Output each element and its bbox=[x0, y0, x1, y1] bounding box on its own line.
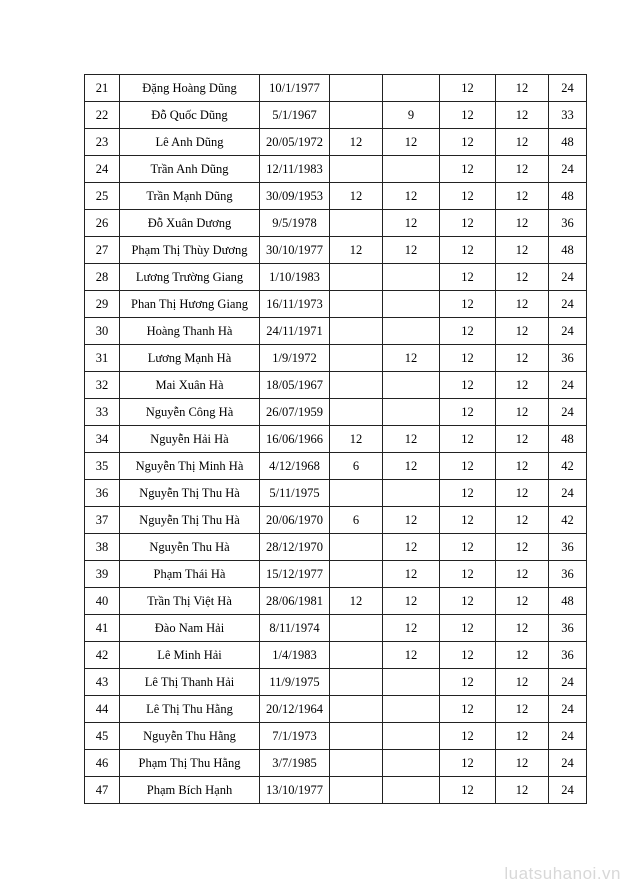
table-row bbox=[85, 750, 587, 777]
cell-total: 24 bbox=[549, 777, 587, 804]
cell-name: Lương Trường Giang bbox=[120, 264, 260, 291]
cell-birthdate: 5/1/1967 bbox=[260, 102, 330, 129]
cell-name: Đỗ Xuân Dương bbox=[120, 210, 260, 237]
cell-total: 24 bbox=[549, 399, 587, 426]
cell-index: 47 bbox=[85, 777, 120, 804]
cell-score-4: 12 bbox=[496, 615, 549, 642]
table-row bbox=[85, 696, 587, 723]
cell-total: 36 bbox=[549, 210, 587, 237]
cell-score-1: 12 bbox=[330, 183, 383, 210]
cell-birthdate: 18/05/1967 bbox=[260, 372, 330, 399]
cell-score-1 bbox=[330, 372, 383, 399]
cell-name: Lê Minh Hải bbox=[120, 642, 260, 669]
cell-score-4: 12 bbox=[496, 399, 549, 426]
cell-total: 24 bbox=[549, 75, 587, 102]
cell-score-2: 12 bbox=[383, 561, 440, 588]
cell-score-3: 12 bbox=[440, 588, 496, 615]
cell-birthdate: 30/09/1953 bbox=[260, 183, 330, 210]
cell-score-2 bbox=[383, 156, 440, 183]
cell-score-2 bbox=[383, 372, 440, 399]
cell-index: 32 bbox=[85, 372, 120, 399]
table-row bbox=[85, 183, 587, 210]
cell-index: 42 bbox=[85, 642, 120, 669]
cell-birthdate: 20/06/1970 bbox=[260, 507, 330, 534]
cell-score-4: 12 bbox=[496, 372, 549, 399]
cell-score-2: 12 bbox=[383, 210, 440, 237]
table-row bbox=[85, 723, 587, 750]
cell-score-3: 12 bbox=[440, 210, 496, 237]
cell-score-4: 12 bbox=[496, 291, 549, 318]
cell-score-3: 12 bbox=[440, 75, 496, 102]
cell-score-2 bbox=[383, 399, 440, 426]
cell-birthdate: 1/9/1972 bbox=[260, 345, 330, 372]
cell-index: 26 bbox=[85, 210, 120, 237]
cell-birthdate: 13/10/1977 bbox=[260, 777, 330, 804]
cell-score-3: 12 bbox=[440, 534, 496, 561]
cell-score-3: 12 bbox=[440, 507, 496, 534]
cell-birthdate: 20/05/1972 bbox=[260, 129, 330, 156]
cell-score-4: 12 bbox=[496, 237, 549, 264]
cell-score-3: 12 bbox=[440, 318, 496, 345]
cell-birthdate: 30/10/1977 bbox=[260, 237, 330, 264]
cell-name: Đặng Hoàng Dũng bbox=[120, 75, 260, 102]
table-row bbox=[85, 777, 587, 804]
cell-score-2 bbox=[383, 75, 440, 102]
cell-score-4: 12 bbox=[496, 723, 549, 750]
table-row bbox=[85, 669, 587, 696]
cell-index: 44 bbox=[85, 696, 120, 723]
cell-score-1 bbox=[330, 561, 383, 588]
cell-birthdate: 15/12/1977 bbox=[260, 561, 330, 588]
cell-score-3: 12 bbox=[440, 723, 496, 750]
cell-score-1: 6 bbox=[330, 507, 383, 534]
watermark: luatsuhanoi.vn bbox=[504, 864, 621, 883]
table-body bbox=[85, 75, 587, 804]
cell-score-4: 12 bbox=[496, 507, 549, 534]
cell-index: 38 bbox=[85, 534, 120, 561]
cell-total: 42 bbox=[549, 453, 587, 480]
cell-birthdate: 16/11/1973 bbox=[260, 291, 330, 318]
table-row bbox=[85, 210, 587, 237]
cell-score-2: 12 bbox=[383, 426, 440, 453]
cell-birthdate: 3/7/1985 bbox=[260, 750, 330, 777]
cell-score-3: 12 bbox=[440, 696, 496, 723]
cell-index: 28 bbox=[85, 264, 120, 291]
cell-total: 48 bbox=[549, 183, 587, 210]
cell-score-3: 12 bbox=[440, 453, 496, 480]
cell-score-1 bbox=[330, 399, 383, 426]
cell-index: 22 bbox=[85, 102, 120, 129]
cell-index: 31 bbox=[85, 345, 120, 372]
cell-index: 29 bbox=[85, 291, 120, 318]
cell-birthdate: 9/5/1978 bbox=[260, 210, 330, 237]
cell-name: Lương Mạnh Hà bbox=[120, 345, 260, 372]
cell-score-4: 12 bbox=[496, 264, 549, 291]
cell-total: 48 bbox=[549, 588, 587, 615]
cell-score-4: 12 bbox=[496, 480, 549, 507]
cell-score-4: 12 bbox=[496, 561, 549, 588]
table-row bbox=[85, 480, 587, 507]
cell-score-1: 12 bbox=[330, 426, 383, 453]
cell-score-2: 9 bbox=[383, 102, 440, 129]
cell-score-3: 12 bbox=[440, 399, 496, 426]
cell-index: 46 bbox=[85, 750, 120, 777]
cell-score-3: 12 bbox=[440, 237, 496, 264]
table-row bbox=[85, 372, 587, 399]
cell-name: Nguyễn Hải Hà bbox=[120, 426, 260, 453]
cell-total: 36 bbox=[549, 534, 587, 561]
cell-name: Nguyễn Thu Hằng bbox=[120, 723, 260, 750]
cell-score-1 bbox=[330, 750, 383, 777]
cell-score-3: 12 bbox=[440, 561, 496, 588]
cell-total: 24 bbox=[549, 696, 587, 723]
cell-score-3: 12 bbox=[440, 750, 496, 777]
cell-score-1: 12 bbox=[330, 237, 383, 264]
cell-score-2: 12 bbox=[383, 615, 440, 642]
cell-score-2 bbox=[383, 480, 440, 507]
cell-score-3: 12 bbox=[440, 345, 496, 372]
cell-score-2: 12 bbox=[383, 183, 440, 210]
cell-score-1: 12 bbox=[330, 129, 383, 156]
cell-score-2 bbox=[383, 669, 440, 696]
table-row bbox=[85, 75, 587, 102]
cell-birthdate: 11/9/1975 bbox=[260, 669, 330, 696]
cell-name: Trần Mạnh Dũng bbox=[120, 183, 260, 210]
cell-score-4: 12 bbox=[496, 696, 549, 723]
table-row bbox=[85, 561, 587, 588]
cell-score-1: 12 bbox=[330, 588, 383, 615]
cell-index: 34 bbox=[85, 426, 120, 453]
cell-total: 24 bbox=[549, 291, 587, 318]
cell-score-3: 12 bbox=[440, 615, 496, 642]
cell-score-4: 12 bbox=[496, 669, 549, 696]
cell-score-4: 12 bbox=[496, 453, 549, 480]
cell-score-3: 12 bbox=[440, 777, 496, 804]
cell-name: Mai Xuân Hà bbox=[120, 372, 260, 399]
cell-birthdate: 24/11/1971 bbox=[260, 318, 330, 345]
table-row bbox=[85, 237, 587, 264]
cell-score-1 bbox=[330, 291, 383, 318]
table-row bbox=[85, 345, 587, 372]
cell-score-2: 12 bbox=[383, 588, 440, 615]
cell-index: 24 bbox=[85, 156, 120, 183]
cell-birthdate: 7/1/1973 bbox=[260, 723, 330, 750]
cell-birthdate: 10/1/1977 bbox=[260, 75, 330, 102]
cell-name: Phạm Thị Thùy Dương bbox=[120, 237, 260, 264]
cell-name: Lê Thị Thanh Hải bbox=[120, 669, 260, 696]
cell-score-2: 12 bbox=[383, 129, 440, 156]
table-row bbox=[85, 426, 587, 453]
cell-score-2: 12 bbox=[383, 345, 440, 372]
cell-total: 24 bbox=[549, 156, 587, 183]
table-row bbox=[85, 129, 587, 156]
cell-score-4: 12 bbox=[496, 534, 549, 561]
cell-score-3: 12 bbox=[440, 264, 496, 291]
cell-index: 33 bbox=[85, 399, 120, 426]
cell-total: 24 bbox=[549, 723, 587, 750]
cell-birthdate: 26/07/1959 bbox=[260, 399, 330, 426]
score-table bbox=[84, 74, 587, 804]
cell-score-4: 12 bbox=[496, 588, 549, 615]
cell-score-1 bbox=[330, 345, 383, 372]
cell-birthdate: 1/4/1983 bbox=[260, 642, 330, 669]
cell-total: 24 bbox=[549, 318, 587, 345]
cell-name: Nguyễn Thị Thu Hà bbox=[120, 480, 260, 507]
cell-name: Nguyễn Thị Thu Hà bbox=[120, 507, 260, 534]
table-row bbox=[85, 534, 587, 561]
cell-index: 43 bbox=[85, 669, 120, 696]
table-row bbox=[85, 318, 587, 345]
cell-index: 30 bbox=[85, 318, 120, 345]
cell-name: Phạm Bích Hạnh bbox=[120, 777, 260, 804]
cell-score-2: 12 bbox=[383, 453, 440, 480]
cell-score-4: 12 bbox=[496, 750, 549, 777]
cell-index: 45 bbox=[85, 723, 120, 750]
cell-name: Phan Thị Hương Giang bbox=[120, 291, 260, 318]
table-row bbox=[85, 507, 587, 534]
cell-birthdate: 28/12/1970 bbox=[260, 534, 330, 561]
cell-score-2 bbox=[383, 723, 440, 750]
cell-score-3: 12 bbox=[440, 129, 496, 156]
cell-score-3: 12 bbox=[440, 480, 496, 507]
table-row bbox=[85, 264, 587, 291]
cell-total: 48 bbox=[549, 237, 587, 264]
cell-total: 36 bbox=[549, 642, 587, 669]
table-row bbox=[85, 102, 587, 129]
cell-score-2: 12 bbox=[383, 507, 440, 534]
cell-score-2: 12 bbox=[383, 642, 440, 669]
table-row bbox=[85, 291, 587, 318]
cell-index: 35 bbox=[85, 453, 120, 480]
cell-score-1 bbox=[330, 318, 383, 345]
cell-birthdate: 28/06/1981 bbox=[260, 588, 330, 615]
cell-index: 25 bbox=[85, 183, 120, 210]
cell-index: 27 bbox=[85, 237, 120, 264]
cell-index: 39 bbox=[85, 561, 120, 588]
cell-score-4: 12 bbox=[496, 777, 549, 804]
cell-index: 36 bbox=[85, 480, 120, 507]
cell-score-2 bbox=[383, 777, 440, 804]
cell-total: 24 bbox=[549, 372, 587, 399]
cell-score-2 bbox=[383, 750, 440, 777]
cell-total: 24 bbox=[549, 669, 587, 696]
cell-birthdate: 5/11/1975 bbox=[260, 480, 330, 507]
cell-name: Nguyễn Thị Minh Hà bbox=[120, 453, 260, 480]
cell-index: 37 bbox=[85, 507, 120, 534]
cell-score-1 bbox=[330, 264, 383, 291]
cell-birthdate: 16/06/1966 bbox=[260, 426, 330, 453]
cell-score-2 bbox=[383, 291, 440, 318]
cell-name: Đỗ Quốc Dũng bbox=[120, 102, 260, 129]
cell-birthdate: 4/12/1968 bbox=[260, 453, 330, 480]
cell-name: Nguyễn Công Hà bbox=[120, 399, 260, 426]
cell-name: Trần Thị Việt Hà bbox=[120, 588, 260, 615]
cell-score-1 bbox=[330, 696, 383, 723]
cell-score-4: 12 bbox=[496, 102, 549, 129]
cell-birthdate: 12/11/1983 bbox=[260, 156, 330, 183]
cell-score-4: 12 bbox=[496, 129, 549, 156]
cell-score-1 bbox=[330, 615, 383, 642]
cell-score-4: 12 bbox=[496, 642, 549, 669]
cell-index: 23 bbox=[85, 129, 120, 156]
table-row bbox=[85, 453, 587, 480]
cell-total: 48 bbox=[549, 426, 587, 453]
cell-birthdate: 1/10/1983 bbox=[260, 264, 330, 291]
cell-score-1 bbox=[330, 723, 383, 750]
cell-score-3: 12 bbox=[440, 642, 496, 669]
cell-score-3: 12 bbox=[440, 183, 496, 210]
cell-total: 48 bbox=[549, 129, 587, 156]
cell-index: 21 bbox=[85, 75, 120, 102]
cell-name: Phạm Thị Thu Hằng bbox=[120, 750, 260, 777]
cell-score-2: 12 bbox=[383, 534, 440, 561]
cell-score-4: 12 bbox=[496, 345, 549, 372]
cell-score-3: 12 bbox=[440, 102, 496, 129]
cell-score-3: 12 bbox=[440, 426, 496, 453]
cell-birthdate: 20/12/1964 bbox=[260, 696, 330, 723]
cell-name: Nguyễn Thu Hà bbox=[120, 534, 260, 561]
cell-score-2 bbox=[383, 264, 440, 291]
cell-score-1 bbox=[330, 156, 383, 183]
cell-score-3: 12 bbox=[440, 372, 496, 399]
cell-total: 24 bbox=[549, 480, 587, 507]
cell-score-1 bbox=[330, 534, 383, 561]
cell-total: 33 bbox=[549, 102, 587, 129]
cell-score-4: 12 bbox=[496, 156, 549, 183]
cell-score-4: 12 bbox=[496, 183, 549, 210]
table-row bbox=[85, 615, 587, 642]
cell-score-1: 6 bbox=[330, 453, 383, 480]
cell-index: 41 bbox=[85, 615, 120, 642]
cell-score-1 bbox=[330, 777, 383, 804]
cell-total: 24 bbox=[549, 264, 587, 291]
cell-score-1 bbox=[330, 102, 383, 129]
cell-name: Hoàng Thanh Hà bbox=[120, 318, 260, 345]
cell-name: Lê Thị Thu Hằng bbox=[120, 696, 260, 723]
cell-total: 36 bbox=[549, 615, 587, 642]
cell-total: 36 bbox=[549, 561, 587, 588]
cell-score-1 bbox=[330, 210, 383, 237]
cell-score-4: 12 bbox=[496, 426, 549, 453]
cell-total: 36 bbox=[549, 345, 587, 372]
table-row bbox=[85, 642, 587, 669]
cell-score-1 bbox=[330, 642, 383, 669]
cell-score-4: 12 bbox=[496, 210, 549, 237]
cell-score-1 bbox=[330, 75, 383, 102]
cell-score-1 bbox=[330, 480, 383, 507]
cell-total: 42 bbox=[549, 507, 587, 534]
table-row bbox=[85, 588, 587, 615]
cell-score-4: 12 bbox=[496, 318, 549, 345]
cell-score-2 bbox=[383, 696, 440, 723]
cell-score-2 bbox=[383, 318, 440, 345]
cell-score-2: 12 bbox=[383, 237, 440, 264]
cell-name: Trần Anh Dũng bbox=[120, 156, 260, 183]
cell-total: 24 bbox=[549, 750, 587, 777]
cell-name: Lê Anh Dũng bbox=[120, 129, 260, 156]
cell-score-3: 12 bbox=[440, 291, 496, 318]
table-row bbox=[85, 399, 587, 426]
cell-name: Đào Nam Hải bbox=[120, 615, 260, 642]
cell-score-3: 12 bbox=[440, 156, 496, 183]
cell-score-3: 12 bbox=[440, 669, 496, 696]
cell-birthdate: 8/11/1974 bbox=[260, 615, 330, 642]
table-row bbox=[85, 156, 587, 183]
cell-index: 40 bbox=[85, 588, 120, 615]
cell-name: Phạm Thái Hà bbox=[120, 561, 260, 588]
cell-score-4: 12 bbox=[496, 75, 549, 102]
cell-score-1 bbox=[330, 669, 383, 696]
